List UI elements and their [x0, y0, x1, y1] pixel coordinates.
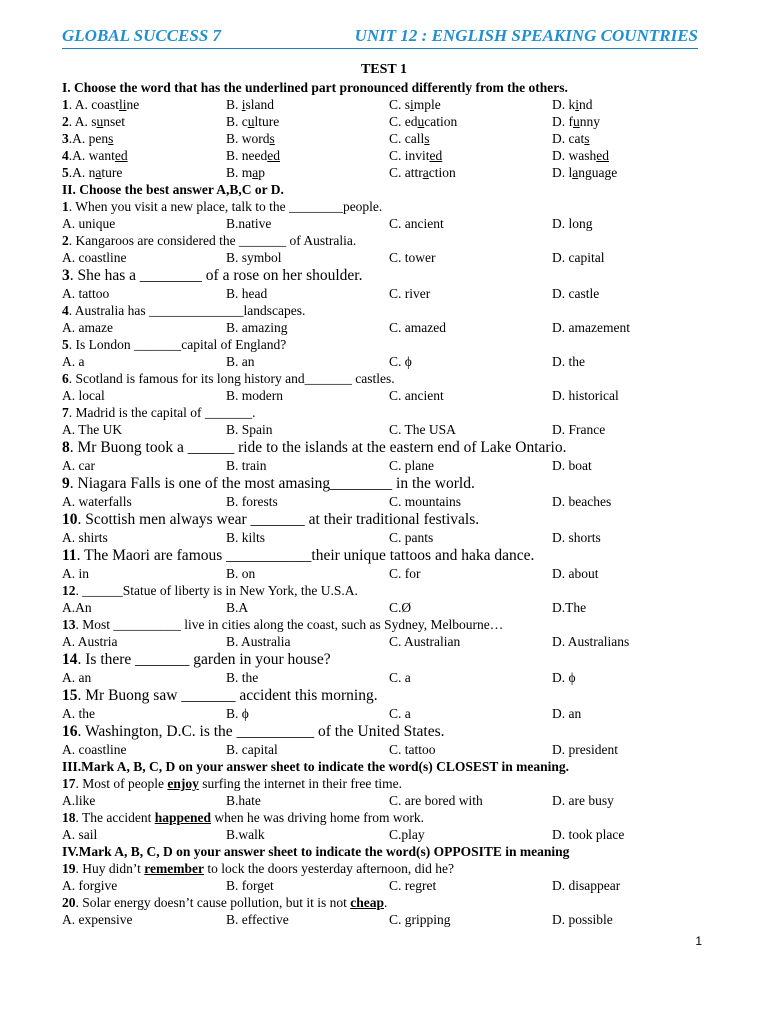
option-d: D. capital [552, 250, 605, 265]
question-stem [62, 582, 712, 599]
option-text-pre: B. c [226, 114, 248, 129]
option-text-pre: .A. want [68, 148, 115, 163]
answer-options [62, 387, 712, 404]
option-a: A. an [62, 670, 92, 685]
pronunciation-row [62, 130, 712, 147]
answer-options [62, 529, 712, 546]
question-stem [62, 302, 712, 319]
option-d: D. long [552, 216, 593, 231]
underlined-part: ed [596, 148, 609, 163]
option-b: B. the [226, 670, 259, 685]
option-c: C. amazed [389, 320, 446, 335]
option-c: C.Ø [389, 600, 412, 615]
option-text-pre: B. [226, 97, 242, 112]
option-d: D. an [552, 706, 582, 721]
answer-options [62, 493, 712, 510]
option-text-pre: D. k [552, 97, 576, 112]
option-b: B. Spain [226, 422, 273, 437]
option-d: D. the [552, 354, 585, 369]
page-header [62, 26, 698, 49]
option-b [226, 113, 279, 130]
question-number: 10 [62, 511, 78, 528]
option-c: C. for [389, 566, 421, 581]
question-number: 14 [62, 651, 78, 668]
option-d: D. castle [552, 286, 600, 301]
question-stem [62, 198, 712, 215]
answer-options [62, 741, 712, 758]
underlined-part: i [241, 97, 246, 112]
question-text: . When you visit a new place, talk to the ________people. [68, 199, 383, 214]
question-stem [62, 616, 712, 633]
question-number: 8 [62, 439, 70, 456]
option-b: B. train [226, 458, 267, 473]
option-a [62, 113, 125, 130]
option-a: A. forgive [62, 878, 118, 893]
option-d: D. president [552, 742, 618, 757]
option-a: A.An [62, 600, 92, 615]
question-stem [62, 474, 712, 493]
underlined-part: i [575, 97, 580, 112]
question-number: 2 [62, 114, 69, 129]
option-b: B.A [226, 600, 249, 615]
option-b: B.native [226, 216, 272, 231]
option-c: C. ancient [389, 216, 444, 231]
option-text-post: lture [254, 114, 280, 129]
option-text-post: nset [103, 114, 126, 129]
answer-options [62, 457, 712, 474]
option-text-post: nd [579, 97, 593, 112]
pronunciation-row [62, 113, 712, 130]
option-a: A. waterfalls [62, 494, 132, 509]
option-c [389, 113, 457, 130]
question-stem [62, 894, 712, 911]
option-a: A.like [62, 793, 96, 808]
answer-options [62, 599, 712, 616]
question-text: . Niagara Falls is one of the most amasing________ in the world. [69, 475, 475, 492]
option-text-pre: C. s [389, 97, 411, 112]
option-b: B. capital [226, 742, 278, 757]
question-number: 9 [62, 475, 70, 492]
test-content [62, 79, 712, 928]
underlined-part: s [424, 131, 430, 146]
key-word: remember [144, 861, 204, 876]
option-b: B. amazing [226, 320, 288, 335]
option-b: B. on [226, 566, 256, 581]
question-stem [62, 438, 712, 457]
question-stem [62, 686, 712, 705]
underlined-part: li [119, 97, 127, 112]
underlined-part: ed [429, 148, 443, 163]
underlined-part: s [269, 131, 275, 146]
option-b [226, 164, 265, 181]
underlined-part: i [410, 97, 414, 112]
option-d: D. disappear [552, 878, 621, 893]
underlined-part: u [573, 114, 580, 129]
option-b: B.hate [226, 793, 261, 808]
question-number: 15 [62, 687, 78, 704]
option-a: A. unique [62, 216, 116, 231]
option-b [226, 96, 274, 113]
option-c [389, 164, 456, 181]
option-a: A. expensive [62, 912, 133, 927]
option-b: B. forests [226, 494, 278, 509]
question-text: . Madrid is the capital of _______. [68, 405, 256, 420]
answer-options [62, 911, 712, 928]
option-a: A. sail [62, 827, 98, 842]
pronunciation-row [62, 147, 712, 164]
option-c: C. gripping [389, 912, 451, 927]
underlined-part: a [95, 165, 102, 180]
header-course: GLOBAL SUCCESS 7 [62, 26, 222, 45]
option-text-post: p [258, 165, 266, 180]
key-word: enjoy [167, 776, 199, 791]
question-number: 3 [62, 131, 69, 146]
question-number: 11 [62, 547, 77, 564]
option-text-pre: B. word [226, 131, 270, 146]
option-c: C. a [389, 670, 411, 685]
option-a: A. local [62, 388, 105, 403]
question-stem [62, 546, 712, 565]
option-d: D. boat [552, 458, 592, 473]
option-d: D. beaches [552, 494, 612, 509]
option-text-pre: C. attr [389, 165, 423, 180]
question-text-post: when he was driving home from work. [211, 810, 424, 825]
option-text-pre: . A. s [68, 114, 97, 129]
page-number: 1 [695, 934, 702, 948]
question-text: . Mr Buong saw _______ accident this morning. [77, 687, 378, 704]
option-text-post: nny [579, 114, 600, 129]
question-text: . The Maori are famous ___________their unique tattoos and haka dance. [76, 547, 535, 564]
question-number: 16 [62, 723, 78, 740]
option-a: A. tattoo [62, 286, 110, 301]
question-number: 5 [62, 165, 69, 180]
option-b [226, 147, 280, 164]
option-b [226, 130, 275, 147]
option-text-post: mple [413, 97, 441, 112]
underlined-part: s [108, 131, 114, 146]
key-word: cheap [350, 895, 384, 910]
option-text-post: cation [424, 114, 458, 129]
option-b: B. ϕ [226, 706, 249, 721]
question-number: 3 [62, 267, 70, 284]
option-c [389, 147, 442, 164]
option-c: C. tattoo [389, 742, 436, 757]
question-number: 5 [62, 337, 69, 352]
underlined-part: u [96, 114, 104, 129]
question-stem [62, 775, 712, 792]
question-number: 6 [62, 371, 69, 386]
question-stem [62, 370, 712, 387]
option-c: C. mountains [389, 494, 462, 509]
underlined-part: a [572, 165, 579, 180]
question-stem [62, 266, 712, 285]
option-a [62, 96, 139, 113]
option-b: B. Australia [226, 634, 291, 649]
question-text: . Scottish men always wear _______ at their traditional festivals. [77, 511, 480, 528]
question-number: 18 [62, 810, 76, 825]
option-c: C. pants [389, 530, 434, 545]
option-c: C. river [389, 286, 431, 301]
option-d: D. Australians [552, 634, 630, 649]
option-text-pre: D. cat [552, 131, 585, 146]
answer-options [62, 249, 712, 266]
underlined-part: u [247, 114, 255, 129]
question-number: 12 [62, 583, 76, 598]
section-1-heading: I. Choose the word that has the underlined part pronounced differently from the others. [62, 80, 568, 95]
pronunciation-row [62, 164, 712, 181]
question-text: . Is there _______ garden in your house? [77, 651, 331, 668]
option-c [389, 130, 430, 147]
question-stem [62, 650, 712, 669]
answer-options [62, 633, 712, 650]
option-c: C. The USA [389, 422, 456, 437]
underlined-part: a [422, 165, 429, 180]
question-text: . Washington, D.C. is the __________ of the United States. [77, 723, 445, 740]
question-stem [62, 404, 712, 421]
option-c: C. ϕ [389, 354, 412, 369]
option-b: B. modern [226, 388, 283, 403]
option-d: D. possible [552, 912, 613, 927]
option-d: D. about [552, 566, 599, 581]
question-text-post: surfing the internet in their free time. [198, 776, 403, 791]
question-text: . Kangaroos are considered the _______ of Australia. [68, 233, 357, 248]
question-text: . She has a ________ of a rose on her shoulder. [69, 267, 363, 284]
question-text-post: . [383, 895, 388, 910]
option-a: A. coastline [62, 742, 127, 757]
option-b: B.walk [226, 827, 265, 842]
question-number: 4 [62, 303, 69, 318]
question-text: . Is London _______capital of England? [68, 337, 287, 352]
option-b: B. kilts [226, 530, 266, 545]
option-d [552, 147, 609, 164]
option-d: D. shorts [552, 530, 601, 545]
section-2-heading: II. Choose the best answer A,B,C or D. [62, 182, 284, 197]
option-d: D. took place [552, 827, 625, 842]
option-text-pre: D. l [552, 165, 573, 180]
option-c: C. a [389, 706, 411, 721]
option-text-pre: B. m [226, 165, 253, 180]
section-4-heading: IV.Mark A, B, C, D on your answer sheet to indicate the word(s) OPPOSITE in meaning [62, 844, 570, 859]
answer-options [62, 565, 712, 582]
option-a: A. coastline [62, 250, 127, 265]
option-text-pre: D. f [552, 114, 573, 129]
question-text: . Most __________ live in cities along the coast, such as Sydney, Melbourne… [75, 617, 504, 632]
option-d: D. France [552, 422, 606, 437]
question-stem [62, 510, 712, 529]
option-c: C. Australian [389, 634, 461, 649]
option-a: A. car [62, 458, 95, 473]
question-number: 1 [62, 97, 69, 112]
answer-options [62, 421, 712, 438]
answer-options [62, 285, 712, 302]
question-number: 19 [62, 861, 76, 876]
option-b: B. symbol [226, 250, 282, 265]
header-unit: UNIT 12 : ENGLISH SPEAKING COUNTRIES [354, 26, 698, 45]
answer-options [62, 877, 712, 894]
question-number: 17 [62, 776, 76, 791]
question-number: 2 [62, 233, 69, 248]
option-text-post: nguage [578, 165, 618, 180]
question-text-pre: . Solar energy doesn’t cause pollution, but it is not [75, 895, 351, 910]
underlined-part: a [252, 165, 259, 180]
question-number: 4 [62, 148, 69, 163]
section-3-heading: III.Mark A, B, C, D on your answer sheet to indicate the word(s) CLOSEST in meaning. [62, 759, 570, 774]
question-stem [62, 336, 712, 353]
option-text-pre: .A. pen [68, 131, 109, 146]
question-stem [62, 809, 712, 826]
option-d: D. are busy [552, 793, 614, 808]
option-b: B. forget [226, 878, 274, 893]
question-stem [62, 722, 712, 741]
option-a [62, 147, 128, 164]
option-text-pre: . A. coast [68, 97, 119, 112]
question-text-post: to lock the doors yesterday afternoon, did he? [203, 861, 455, 876]
option-text-pre: D. wash [552, 148, 597, 163]
answer-options [62, 669, 712, 686]
option-text-pre: .A. n [68, 165, 96, 180]
question-text: . Mr Buong took a ______ ride to the islands at the eastern end of Lake Ontario. [69, 439, 567, 456]
question-number: 13 [62, 617, 76, 632]
option-a: A. the [62, 706, 95, 721]
option-d [552, 164, 617, 181]
option-c: C. regret [389, 878, 437, 893]
key-word: happened [154, 810, 211, 825]
option-c: C. are bored with [389, 793, 483, 808]
question-text: . Scotland is famous for its long history and_______ castles. [68, 371, 395, 386]
option-c: C.play [389, 827, 425, 842]
option-c [389, 96, 441, 113]
option-a: A. The UK [62, 422, 123, 437]
question-text-pre: . The accident [75, 810, 155, 825]
option-a [62, 130, 113, 147]
question-text: . ______Statue of liberty is in New York, the U.S.A. [75, 583, 358, 598]
question-stem [62, 860, 712, 877]
pronunciation-row [62, 96, 712, 113]
underlined-part: ed [267, 148, 280, 163]
option-text-pre: B. need [226, 148, 268, 163]
option-b: B. effective [226, 912, 289, 927]
option-a: A. shirts [62, 530, 108, 545]
option-b: B. head [226, 286, 268, 301]
option-a: A. amaze [62, 320, 113, 335]
underlined-part: u [417, 114, 425, 129]
answer-options [62, 215, 712, 232]
answer-options [62, 353, 712, 370]
option-c: C. ancient [389, 388, 444, 403]
option-a: A. Austria [62, 634, 118, 649]
answer-options [62, 705, 712, 722]
option-c: C. tower [389, 250, 436, 265]
option-text-post: ture [101, 165, 123, 180]
answer-options [62, 319, 712, 336]
underlined-part: s [584, 131, 590, 146]
option-text-pre: C. ed [389, 114, 418, 129]
answer-options [62, 826, 712, 843]
option-d [552, 113, 600, 130]
question-number: 20 [62, 895, 76, 910]
option-text-post: ne [126, 97, 140, 112]
test-title: TEST 1 [360, 62, 408, 77]
option-b: B. an [226, 354, 255, 369]
question-text-pre: . Huy didn’t [75, 861, 145, 876]
option-c: C. plane [389, 458, 434, 473]
option-d [552, 130, 590, 147]
option-d: D.The [552, 600, 587, 615]
option-text-post: ction [428, 165, 456, 180]
option-a [62, 164, 122, 181]
underlined-part: ed [114, 148, 128, 163]
question-text-pre: . Most of people [75, 776, 168, 791]
option-text-post: sland [245, 97, 275, 112]
option-text-pre: C. invit [389, 148, 430, 163]
answer-options [62, 792, 712, 809]
option-d: D. historical [552, 388, 619, 403]
option-d [552, 96, 593, 113]
option-text-pre: C. call [389, 131, 425, 146]
option-d: D. amazement [552, 320, 630, 335]
question-text: . Australia has ______________landscapes. [68, 303, 306, 318]
option-a: A. a [62, 354, 85, 369]
option-a: A. in [62, 566, 89, 581]
option-d: D. ϕ [552, 670, 576, 685]
question-number: 1 [62, 199, 69, 214]
question-number: 7 [62, 405, 69, 420]
question-stem [62, 232, 712, 249]
